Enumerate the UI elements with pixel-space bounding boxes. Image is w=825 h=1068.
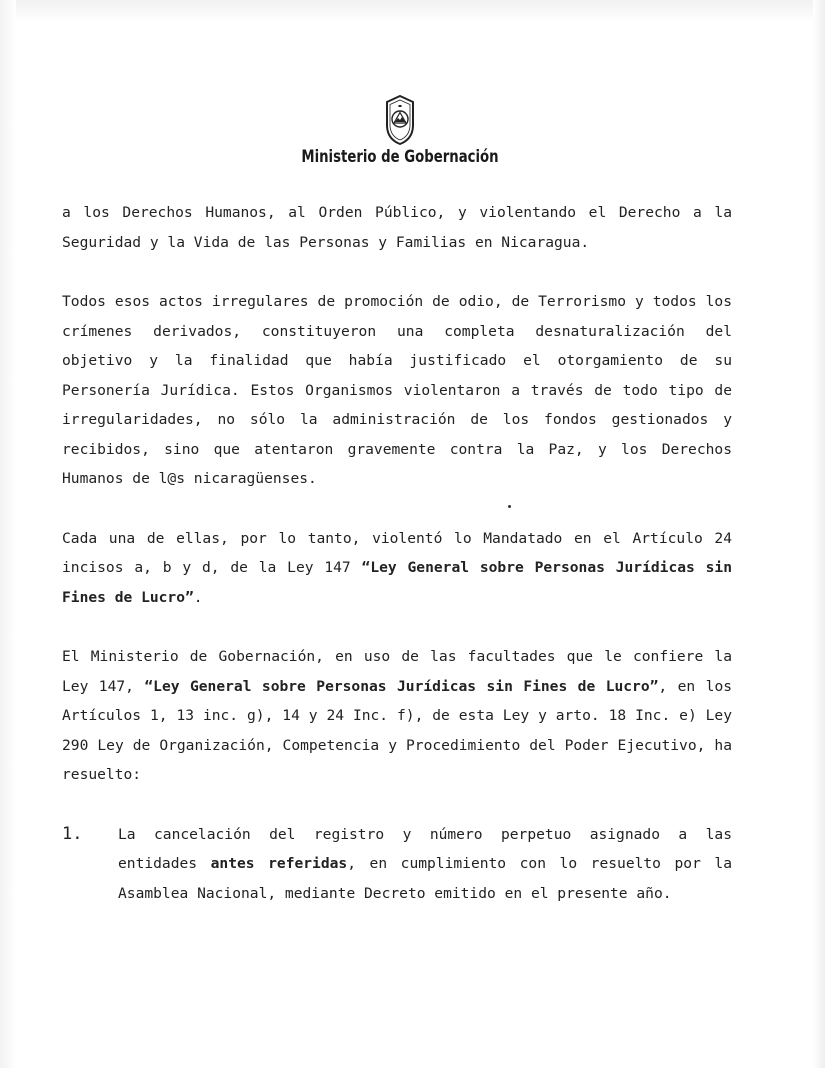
law-147-title-2: “Ley General sobre Personas Jurídicas sin Fines de Lucro” <box>144 677 659 695</box>
scan-edge-top <box>0 0 825 22</box>
paragraph-article-24-text: Cada una de ellas, por lo tanto, violentó lo Mandatado en el Artículo 24 incisos a, b y d, de la Ley 147 <box>62 529 732 576</box>
paragraph-ministry-resolution-end: , en los Artículos 1, 13 inc. g), 14 y 24 Inc. f), de esta Ley y arto. 18 Inc. e) Ley 290 Ley de Organización, Competencia y Procedimiento del Poder Ejecutivo, ha resuelto: <box>62 677 733 783</box>
coat-of-arms-icon <box>385 95 415 145</box>
document-body <box>62 198 732 908</box>
resolution-number: 1. <box>62 823 83 844</box>
resolution-bold-phrase: antes referidas <box>210 855 348 872</box>
resolution-text-start: La cancelación del registro y número perpetuo asignado a las entidades <box>118 825 732 872</box>
scan-edge-left <box>0 0 16 1068</box>
paragraph-article-24-end: . <box>193 588 203 606</box>
resolution-item <box>62 820 732 909</box>
paragraph-ministry-resolution <box>62 642 732 790</box>
paragraph-ministry-resolution-text: El Ministerio de Gobernación, en uso de las facultades que le confiere la Ley 147, <box>62 648 732 695</box>
resolution-text-end: , en cumplimiento con lo resuelto por la Asamblea Nacional, mediante Decreto emitido en el presente año. <box>118 855 732 902</box>
ministry-name: Ministerio de Gobernación <box>301 147 499 167</box>
paragraph-irregular-acts: Todos esos actos irregulares de promoción de odio, de Terrorismo y todos los crímenes derivados, constituyeron una completa desnaturalización del objetivo y la finalidad que había justificado el otorgamiento de su Personería Jurídica. Estos Organismos violentaron a través de todo tipo de irregularidades, no sólo la administración de los fondos gestionados y recibidos, sino que atentaron gravemente contra la Paz, y los Derechos Humanos de l@s nicaragüenses. <box>62 293 732 487</box>
resolution-text <box>118 820 732 909</box>
law-147-title: “Ley General sobre Personas Jurídicas sin Fines de Lucro” <box>62 559 732 606</box>
letterhead <box>250 95 550 167</box>
scan-speck <box>508 505 511 508</box>
paragraph-rights-violation: a los Derechos Humanos, al Orden Público, y violentando el Derecho a la Seguridad y la Vida de las Personas y Familias en Nicaragua. <box>62 204 732 251</box>
scan-edge-right <box>813 0 825 1068</box>
paragraph-article-24 <box>62 524 732 613</box>
